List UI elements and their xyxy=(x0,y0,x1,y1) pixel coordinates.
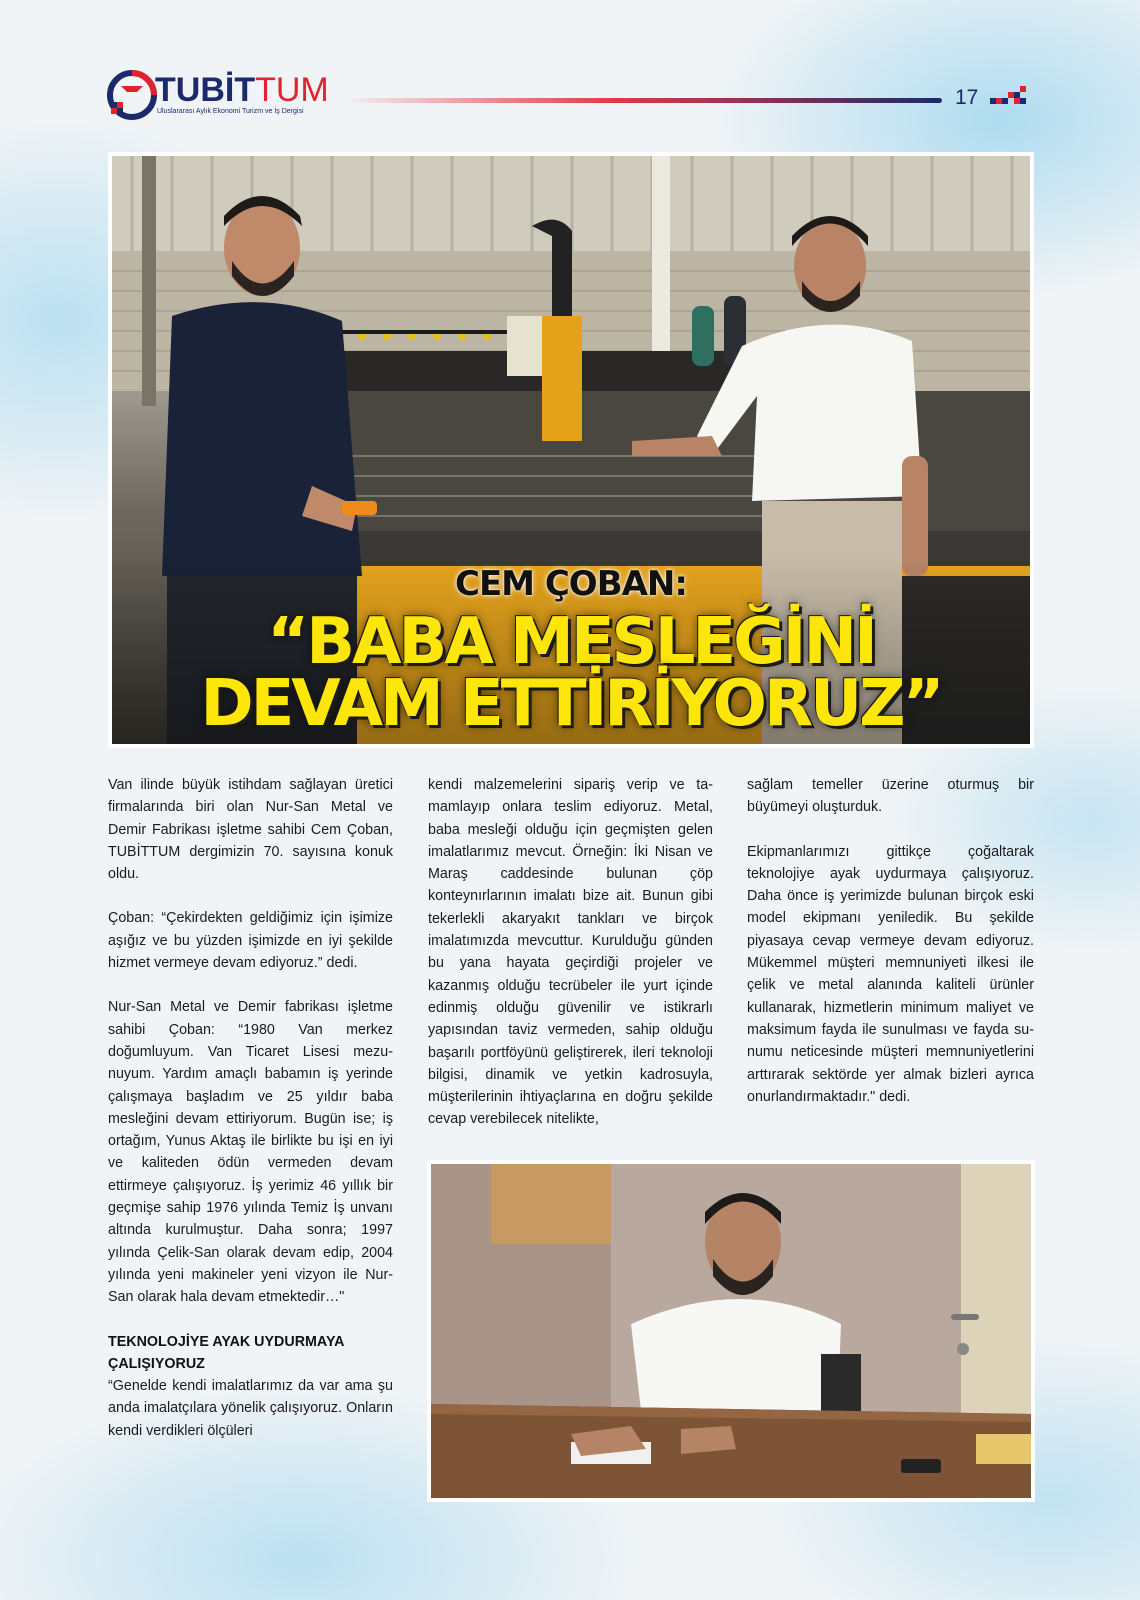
headline-line-2: DEVAM ETTİRİYORUZ” xyxy=(200,667,942,741)
office-portrait-photo xyxy=(427,1160,1035,1502)
logo-wordmark: TUBİTTUM xyxy=(155,71,329,109)
logo-emblem-icon xyxy=(107,70,157,120)
article-column-3 xyxy=(747,774,1034,1108)
headline-line-1: “BABA MESLEĞİNİ xyxy=(267,605,875,679)
page-number: 17 xyxy=(955,86,979,109)
article-column-2 xyxy=(428,774,713,1131)
article-paragraph: kendi malzemelerini sipariş verip ve tamamlayıp onlara teslim ediyoruz. Metal, baba mesleği olduğu için geçmişten gelen imalatlarımız mevcut. Örneğin: İki Nisan ve Maraş caddesinde bulunan çöp konteynırlarının imalatı bize ait. Bunun gibi tekerlekli akaryakıt tankları ve birçok imalatımızda mevcuttur. Kurulduğu günden bu yana hayata geçirdiği projeler ve kazanmış olduğu tecrübeler ile yurt içinde edinmiş olduğu güvenilir ve istikrarlı yapısından taviz vermeden, sahip olduğu başarılı portföyünü geliştirerek, ileri teknoloji bilgisi, dinamik ve yetkin kadrosuyla, müşterilerinin ihtiyaçlarına en doğru şekilde cevap verebilecek nitelikte, xyxy=(428,777,713,1128)
article-paragraph: Van ilinde büyük istihdam sağlayan üretici firmalarında biri olan Nur-San Metal ve Demir Fabrikası işletme sahibi Cem Çoban, TUBİTTUM dergimizin 70. sayısına konuk oldu. xyxy=(108,777,393,883)
headline-quote xyxy=(112,605,1030,741)
magazine-logo[interactable] xyxy=(107,66,329,122)
article-paragraph: Ekipmanlarımızı gittikçe çoğaltarak teknolojiye ayak uydurmaya çalışıyoruz. Daha önce iş yerimizde bulunan birçok eski model ekipmanı yeniledik. Bu şekilde piyasaya cevap vermeye devam ediyoruz. Mükemmel müşteri memnuniyeti ilkesi ile çelik ve metal alanında kaliteli ürünler kullanarak, hizmetlerin minimum maliyet ve maksimum fayda ile sunulması ve fayda sunumu neticesinde müşteri memnuniyetlerini arttırarak sektörde yer almak bizleri ayrıca onurlandırmaktadır." dedi. xyxy=(747,843,1034,1105)
header-rule xyxy=(342,98,942,103)
article-paragraph: Çoban: “Çekirdekten geldiğimiz için işimize aşığız ve bu yüzden işimizde en iyi şekilde hizmet vermeye devam ediyoruz.” dedi. xyxy=(108,910,393,972)
article-paragraph: sağlam temeller üzerine oturmuş bir büyümeyi oluşturduk. xyxy=(747,777,1034,816)
headline-speaker: CEM ÇOBAN: xyxy=(455,564,687,604)
article-column-1 xyxy=(108,774,393,1442)
workshop-photo xyxy=(108,152,1034,748)
checkered-corner-icon xyxy=(990,84,1030,110)
article-subheading: TEKNOLOJİYE AYAK UYDURMAYA ÇALIŞIYORUZ xyxy=(108,1333,344,1372)
magazine-header xyxy=(107,66,1037,126)
article-paragraph: Nur-San Metal ve Demir fabrikası işletme sahibi Çoban: “1980 Van merkez doğumluyum. Van Ticaret Lisesi mezunuyum. Yardım amaçlı babamın iş yerinde çalışmaya başladım ve 25 yıldır baba mesleğini devam ettiriyorum. Bugün ise; iş ortağım, Yunus Aktaş ile birlikte bu işi en iyi ve kaliteden ödün vermeden devam ettirmeye çalışıyoruz. İş yerimiz 46 yıllık bir geçmişe sahip 1976 yılında Temiz İş unvanı altında kurulmuştur. Daha sonra; 1997 yılında Çelik-San olarak devam edip, 2004 yılında yeni makineler yeni vizyon ile Nur-San olarak hala devam etmektedir…" xyxy=(108,999,393,1306)
office-portrait-illustration xyxy=(431,1164,1031,1498)
logo-tagline: Uluslararası Aylık Ekonomi Turizm ve İş Dergisi xyxy=(157,108,304,115)
article-paragraph: “Genelde kendi imalatlarımız da var ama şu anda imalatçılara yönelik çalışıyoruz. Onların kendi verdikleri ölçüleri xyxy=(108,1378,393,1439)
